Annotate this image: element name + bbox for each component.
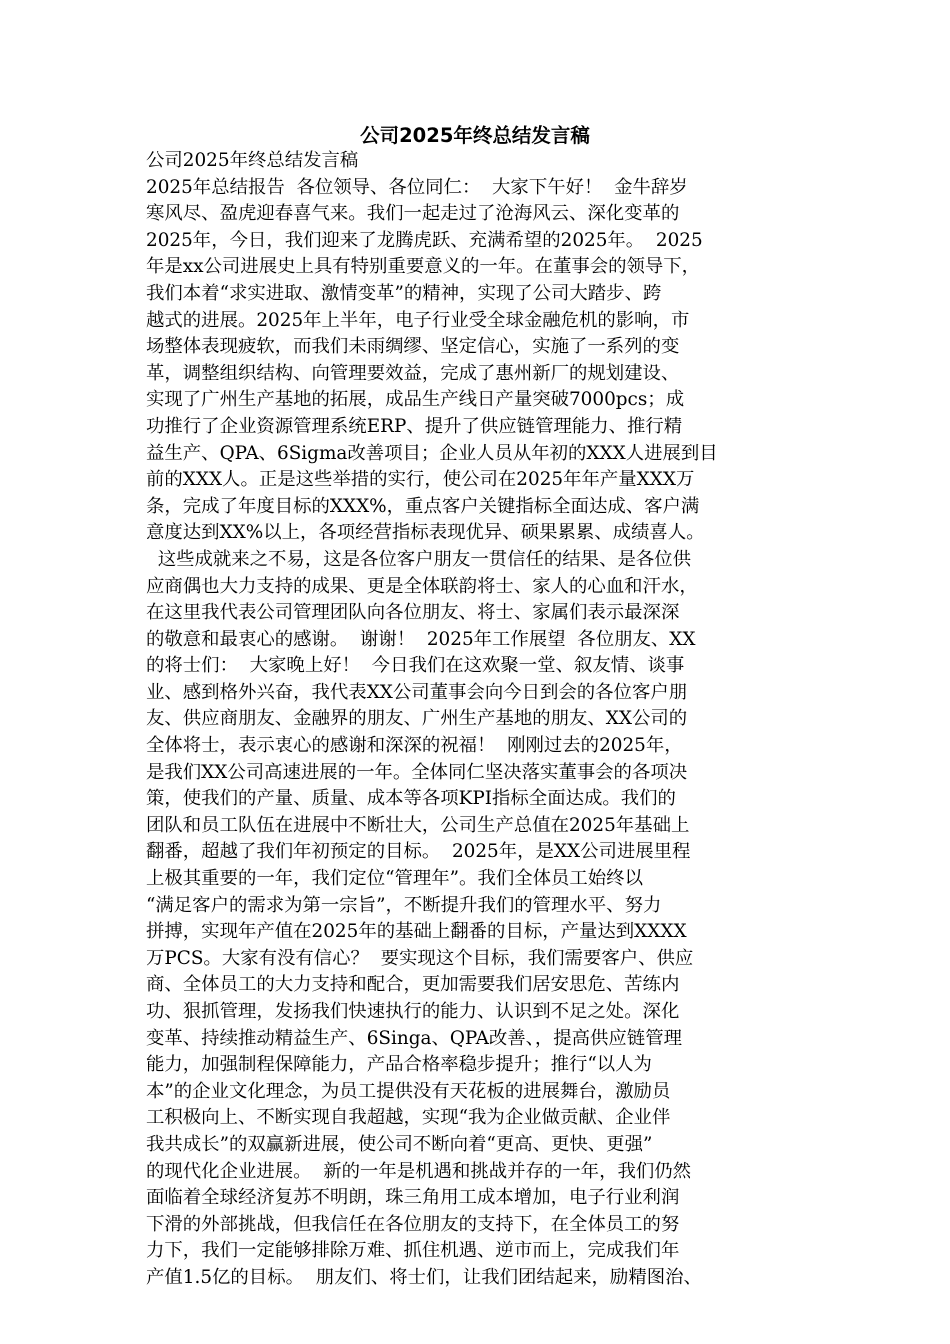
text-line: 的敬意和最衷心的感谢。 谢谢！ 2025年工作展望 各位朋友、XX <box>146 628 696 650</box>
text-line: 本”的企业文化理念，为员工提供没有天花板的进展舞台，激励员 <box>146 1080 671 1102</box>
text-line: 工积极向上、不断实现自我超越，实现“我为企业做贡献、企业伴 <box>146 1107 671 1129</box>
text-line: 拼搏，实现年产值在2025年的基础上翻番的目标，产量达到XXXX <box>146 921 687 943</box>
text-line: 团队和员工队伍在进展中不断壮大，公司生产总值在2025年基础上 <box>146 814 690 836</box>
text-line: 实现了广州生产基地的拓展，成品生产线日产量突破7000pcs；成 <box>146 389 685 411</box>
text-line: 革，调整组织结构、向管理要效益，完成了惠州新厂的规划建设、 <box>146 362 680 384</box>
text-line: 业、感到格外兴奋，我代表XX公司董事会向今日到会的各位客户朋 <box>146 681 688 703</box>
text-line: 变革、持续推动精益生产、6Singa、QPA改善、，提高供应链管理 <box>146 1027 682 1049</box>
document-body <box>146 148 826 1292</box>
text-line: 在这里我代表公司管理团队向各位朋友、将士、家属们表示最深深 <box>146 602 680 624</box>
text-line: 我们本着“求实进取、激情变革”的精神，实现了公司大踏步、跨 <box>146 282 662 304</box>
text-line: 2025年总结报告 各位领导、各位同仁： 大家下午好！ 金牛辞岁 <box>146 176 688 198</box>
text-line: 寒风尽、盈虎迎春喜气来。我们一起走过了沧海风云、深化变革的 <box>146 203 680 225</box>
text-line: 翻番，超越了我们年初预定的目标。 2025年，是XX公司进展里程 <box>146 841 691 863</box>
text-line: 产值1.5亿的目标。 朋友们、将士们，让我们团结起来，励精图治、 <box>146 1266 702 1288</box>
text-line: 功推行了企业资源管理系统ERP、提升了供应链管理能力、推行精 <box>146 415 683 437</box>
text-line: 意度达到XX%以上，各项经营指标表现优异、硕果累累、成绩喜人。 <box>146 522 705 544</box>
document-title: 公司2025年终总结发言稿 <box>360 124 590 147</box>
text-line: 应商偶也大力支持的成果、更是全体联韵将士、家人的心血和汗水， <box>146 575 698 597</box>
text-line: 前的XXX人。正是这些举措的实行，使公司在2025年年产量XXX万 <box>146 469 695 491</box>
text-line: 条，完成了年度目标的XXX%，重点客户关键指标全面达成、客户满 <box>146 495 700 517</box>
text-line: 功、狠抓管理，发扬我们快速执行的能力、认识到不足之处。深化 <box>146 1001 680 1022</box>
text-line: 的现代化企业进展。 新的一年是机遇和挑战并存的一年，我们仍然 <box>146 1160 692 1182</box>
text-line: 公司2025年终总结发言稿 <box>146 150 359 171</box>
text-line: 越式的进展。2025年上半年，电子行业受全球金融危机的影响，市 <box>146 309 690 331</box>
text-line: 面临着全球经济复苏不明朗，珠三角用工成本增加，电子行业利润 <box>146 1187 680 1209</box>
text-line: 力下，我们一定能够排除万难、抓住机遇、逆市而上，完成我们年 <box>146 1240 680 1262</box>
text-line: 万PCS。大家有没有信心？ 要实现这个目标，我们需要客户、供应 <box>146 947 694 969</box>
text-line: 策，使我们的产量、质量、成本等各项KPI指标全面达成。我们的 <box>146 788 676 810</box>
text-line: 上极其重要的一年，我们定位“管理年”。我们全体员工始终以 <box>146 868 643 890</box>
text-line: 我共成长”的双赢新进展，使公司不断向着“更高、更快、更强” <box>146 1133 653 1155</box>
text-line: 下滑的外部挑战，但我信任在各位朋友的支持下，在全体员工的努 <box>146 1213 680 1235</box>
text-line: 能力，加强制程保障能力，产品合格率稳步提升；推行“以人为 <box>146 1054 652 1076</box>
text-line: 是我们XX公司高速进展的一年。全体同仁坚决落实董事会的各项决 <box>146 761 688 783</box>
text-line: 2025年，今日，我们迎来了龙腾虎跃、充满希望的2025年。 2025 <box>146 229 703 251</box>
text-line: 商、全体员工的大力支持和配合，更加需要我们居安思危、苦练内 <box>146 974 680 996</box>
text-line: 场整体表现疲软，而我们未雨绸缪、坚定信心，实施了一系列的变 <box>146 336 680 358</box>
text-line: 友、供应商朋友、金融界的朋友、广州生产基地的朋友、XX公司的 <box>146 708 688 730</box>
text-line: 的将士们： 大家晚上好！ 今日我们在这欢聚一堂、叙友情、谈事 <box>146 655 685 677</box>
text-line: 全体将士，表示衷心的感谢和深深的祝福！ 刚刚过去的2025年， <box>146 735 683 757</box>
text-line: “满足客户的需求为第一宗旨”，不断提升我们的管理水平、努力 <box>146 894 662 916</box>
text-line: 年是xx公司进展史上具有特别重要意义的一年。在董事会的领导下， <box>146 256 701 278</box>
text-line: 这些成就来之不易，这是各位客户朋友一贯信任的结果、是各位供 <box>146 548 692 570</box>
text-line: 益生产、QPA、6Sigma改善项目；企业人员从年初的XXX人进展到目 <box>146 442 718 464</box>
